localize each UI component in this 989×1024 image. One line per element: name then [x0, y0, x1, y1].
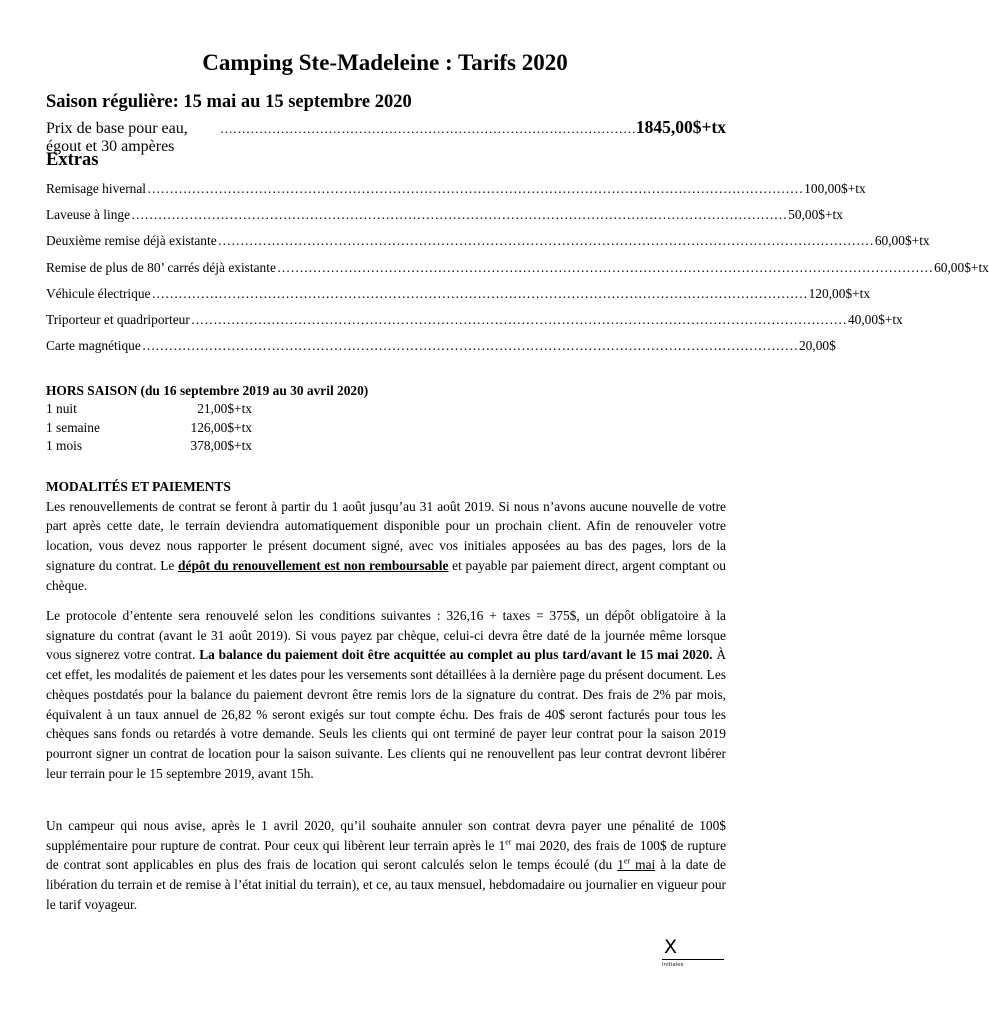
dot-leader: ………………………………………………………………………………………………………………………………… [131, 207, 788, 223]
protocole-section [46, 606, 726, 783]
modalites-section [46, 477, 726, 595]
extra-price: 50,00$+tx [788, 207, 843, 223]
paragraph-text: Les renouvellements de contrat se feront à partir du 1 août jusqu’au 31 août 2019. Si nous n’avons aucune nouvelle de votre part après cette date, le terrain deviendra automatiquement disponible pour un prochain client. Afin de renouveler votre location, vous devez nous rapporter le présent document signé, avec vos initiales apposées au bas des pages, lors de la signature du contrat. Le [46, 498, 726, 573]
dot-leader: ………………………………………………………………………………………………………………………………… [147, 181, 804, 196]
extra-item [46, 207, 843, 233]
paragraph-text: Le protocole d’entente sera renouvelé selon les conditions suivantes : 326,16 + taxes = 375$, un dépôt obligatoire à la signature du contrat (avant le 31 août 2019). Si vous payez par chèque, celui-ci devra être daté de la journée même lorsque vous signerez votre contrat. [46, 608, 726, 663]
modalites-paragraph-2 [46, 606, 726, 783]
extra-price: 60,00$+tx [874, 233, 930, 249]
modalites-heading: MODALITÉS ET PAIEMENTS [46, 479, 231, 494]
extra-item [46, 181, 866, 207]
extra-price: 40,00$+tx [847, 311, 903, 327]
base-price-row [46, 117, 726, 156]
base-price-label: Prix de base pour eau, égout et 30 ampères [46, 120, 188, 155]
dot-leader: ………………………………………………………………………………………………………………………………… [276, 259, 934, 275]
page-title: Camping Ste-Madeleine : Tarifs 2020 [202, 50, 568, 75]
modalites-paragraph-3 [46, 816, 726, 915]
dot-leader: ………………………………………………………………………………………………………………………………… [141, 338, 798, 354]
dot-leader: ………………………………………………………………………………………………………………………………… [190, 311, 847, 327]
hors-saison-row [46, 420, 368, 439]
saison-heading: Saison régulière: 15 mai au 15 septembre 2020 [46, 92, 412, 112]
superscript: er [505, 837, 512, 847]
paragraph-text: À cet effet, les modalités de paiement et les dates pour les versements sont détaillées à la dernière page du présent document. Les chèques postdatés pour la balance du paiement devront être remis lors de la signature du contrat. Des frais de 2% par mois, équivalent à un taux annuel de 26,82 % seront exigés sur tout compte échu. Des frais de 40$ seront facturés pour tous les chèques sans fonds ou retardés à votre demande. Seuls les clients qui ont terminé de payer leur contrat pour la saison 2019 pourront signer un contrat de location pour la saison suivante. Les clients qui ne renouvellent pas leur contrat devront libérer leur terrain pour le 15 septembre 2019, avant 15h. [46, 647, 726, 781]
extra-label: Deuxième remise déjà existante [46, 233, 217, 249]
hors-saison-row [46, 438, 368, 457]
modalites-paragraph-1 [46, 497, 726, 596]
dot-leader: ………………………………………………………………………………………………………………………………… [151, 285, 808, 301]
hors-saison-label: 1 nuit [46, 401, 77, 416]
paragraph-text: mai 2020, des frais de 100$ de rupture de contrat sont applicables en plus des frais de location qui seront calculés selon le temps écoulé (du [46, 837, 727, 873]
extra-label: Laveuse à linge [46, 207, 131, 223]
underlined-date [617, 857, 655, 872]
hors-saison-price: 378,00$+tx [190, 438, 252, 453]
extra-item [46, 233, 930, 259]
hors-saison-label: 1 mois [46, 438, 83, 453]
hors-saison-price: 126,00$+tx [190, 419, 252, 435]
extras-heading: Extras [46, 150, 99, 170]
hors-saison-heading: HORS SAISON (du 16 septembre 2019 au 30 avril 2020) [46, 383, 369, 398]
initials-label: Initiales [662, 962, 684, 968]
extra-price: 100,00$+tx [804, 181, 866, 196]
extra-label: Carte magnétique [46, 338, 141, 354]
signature-line [662, 959, 724, 960]
extra-price: 120,00$+tx [808, 285, 871, 301]
extra-label: Véhicule électrique [46, 285, 151, 301]
extra-price: 60,00$+tx [934, 259, 989, 275]
paragraph-text: à la date de libération du terrain et de remise à l’état initial du terrain), et ce, au taux mensuel, hebdomadaire ou journalier en vigueur pour le tarif voyageur. [46, 857, 726, 912]
extra-price: 20,00$ [798, 338, 836, 354]
superscript: er [623, 856, 631, 866]
emphasis-text: dépôt du renouvellement est non remboursable [178, 557, 449, 573]
extra-item [46, 285, 871, 312]
hors-saison-section [46, 383, 368, 457]
extra-item [46, 311, 903, 338]
hors-saison-row [46, 401, 368, 420]
extra-label: Remisage hivernal [46, 181, 147, 196]
extra-item [46, 259, 989, 286]
extra-item [46, 338, 836, 364]
hors-saison-label: 1 semaine [46, 419, 100, 435]
dot-leader: ………………………………………………………………………………………………………………………………… [217, 233, 874, 249]
annulation-section [46, 816, 726, 915]
hors-saison-price: 21,00$+tx [197, 401, 252, 416]
date-text: 1 [617, 857, 624, 873]
extra-label: Remise de plus de 80’ carrés déjà existante [46, 259, 276, 275]
extras-list [46, 181, 989, 364]
initials-mark: X [664, 936, 678, 958]
paragraph-text: Un campeur qui nous avise, après le 1 avril 2020, qu’il souhaite annuler son contrat devra payer une pénalité de 100$ supplémentaire pour rupture de contrat. Pour ceux qui libèrent leur terrain après le 1 [46, 818, 726, 853]
dot-leader: …………………………………………………………………………………… [219, 121, 636, 136]
extra-label: Triporteur et quadriporteur [46, 311, 190, 327]
emphasis-text: La balance du paiement doit être acquittée au complet au plus tard/avant le 15 mai 2020. [199, 647, 713, 663]
base-price-value: 1845,00$+tx [635, 117, 726, 137]
date-text: mai [630, 857, 656, 873]
paragraph-text: et payable par paiement direct, argent comptant ou chèque. [46, 557, 726, 593]
initials-box[interactable] [662, 936, 724, 968]
